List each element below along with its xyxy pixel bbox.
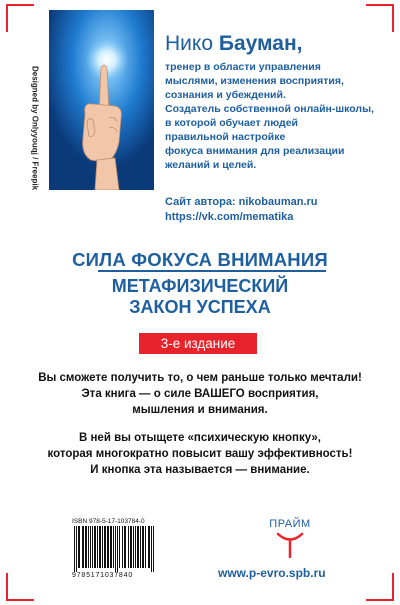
description-line: Эта книга — о силе ВАШЕГО восприятия,: [81, 388, 319, 400]
barcode-bar: [119, 526, 120, 568]
barcode-bar: [88, 526, 89, 568]
barcode-bar: [104, 526, 106, 568]
barcode-bar: [74, 526, 75, 572]
publisher-logo-text: ПРАЙМ: [269, 518, 311, 530]
author-links: [165, 195, 318, 225]
barcode-bar: [76, 526, 77, 572]
bio-line: желаний и целей.: [165, 159, 257, 171]
barcode-bar: [142, 526, 144, 568]
barcode-bar: [117, 526, 118, 572]
crop-mark-bottom-left: [6, 573, 34, 601]
author-photo: [49, 10, 154, 190]
barcode-bar: [122, 526, 123, 568]
book-title: СИЛА ФОКУСА ВНИМАНИЯ: [72, 249, 328, 270]
barcode-bar: [148, 526, 150, 568]
crop-mark-top-right: [366, 4, 394, 32]
bio-line: мыслями, изменения восприятия,: [165, 75, 344, 87]
bio-line: Создатель собственной онлайн-школы,: [165, 103, 374, 115]
barcode-bar: [90, 526, 91, 568]
bio-line: сознания и убеждений.: [165, 89, 286, 101]
description-line: мышления и внимания.: [132, 404, 268, 416]
author-bio: [165, 60, 380, 172]
subtitle-line: ЗАКОН УСПЕХА: [129, 297, 271, 317]
barcode-digits: 9785171037840: [72, 572, 134, 579]
book-subtitle: [0, 276, 400, 318]
barcode-bar: [102, 526, 103, 568]
crop-mark-bottom-right: [366, 573, 394, 601]
author-vk-link[interactable]: https://vk.com/mematika: [165, 211, 294, 223]
crop-mark-top-left: [6, 4, 34, 32]
photo-credit: [28, 40, 42, 215]
bio-line: тренер в области управления: [165, 61, 321, 73]
barcode-bar: [130, 526, 132, 568]
barcode-bar: [135, 526, 136, 568]
photo-credit-text: Designed by Onlyyouqj / Freepik: [30, 65, 40, 190]
barcode-bar: [151, 526, 152, 572]
description-line: И кнопка эта называется — внимание.: [90, 464, 310, 476]
barcode-bar: [133, 526, 134, 568]
author-name: [165, 32, 302, 56]
barcode-bar: [110, 526, 112, 568]
barcode-bar: [78, 526, 80, 568]
edition-badge: 3-е издание: [139, 333, 257, 354]
description-line: В ней вы отыщете «психическую кнопку»,: [78, 432, 321, 444]
barcode-bar: [128, 526, 129, 568]
description-paragraph-1: [0, 370, 400, 418]
description-paragraph-2: [0, 430, 400, 478]
isbn-label: ISBN 978-5-17-103784-0: [72, 518, 145, 525]
barcode-bar: [82, 526, 84, 568]
barcode-bar: [115, 526, 116, 572]
barcode-bar: [97, 526, 98, 568]
subtitle-line: МЕТАФИЗИЧЕСКИЙ: [111, 276, 289, 296]
barcode-bar: [107, 526, 109, 568]
prime-logo-icon: [260, 531, 320, 558]
barcode-bar: [92, 526, 93, 568]
barcode-bar: [113, 526, 114, 568]
bio-line: в которой обучает людей: [165, 117, 299, 129]
hand-pointing-icon: [49, 10, 154, 190]
description-line: Вы сможете получить то, о чем раньше только мечтали!: [38, 372, 362, 384]
bio-line: фокуса внимания для реализации: [165, 145, 345, 157]
barcode-bar: [140, 526, 141, 568]
barcode-bar: [85, 526, 87, 568]
author-last-name: Бауман,: [218, 32, 303, 55]
barcode: [72, 526, 164, 572]
title-divider: [98, 270, 326, 272]
author-site-link[interactable]: Сайт автора: nikobauman.ru: [165, 196, 318, 208]
description-line: которая многократно повысит вашу эффективность!: [47, 448, 353, 460]
author-first-name: Нико: [165, 32, 213, 55]
barcode-bar: [145, 526, 146, 568]
barcode-bar: [124, 526, 126, 568]
bio-line: правильной настройке: [165, 131, 286, 143]
barcode-bar: [137, 526, 139, 568]
barcode-bar: [94, 526, 96, 568]
publisher-logo: [260, 518, 320, 558]
publisher-website[interactable]: www.p-evro.spb.ru: [218, 566, 326, 580]
barcode-bar: [99, 526, 101, 568]
barcode-bar: [153, 526, 154, 572]
